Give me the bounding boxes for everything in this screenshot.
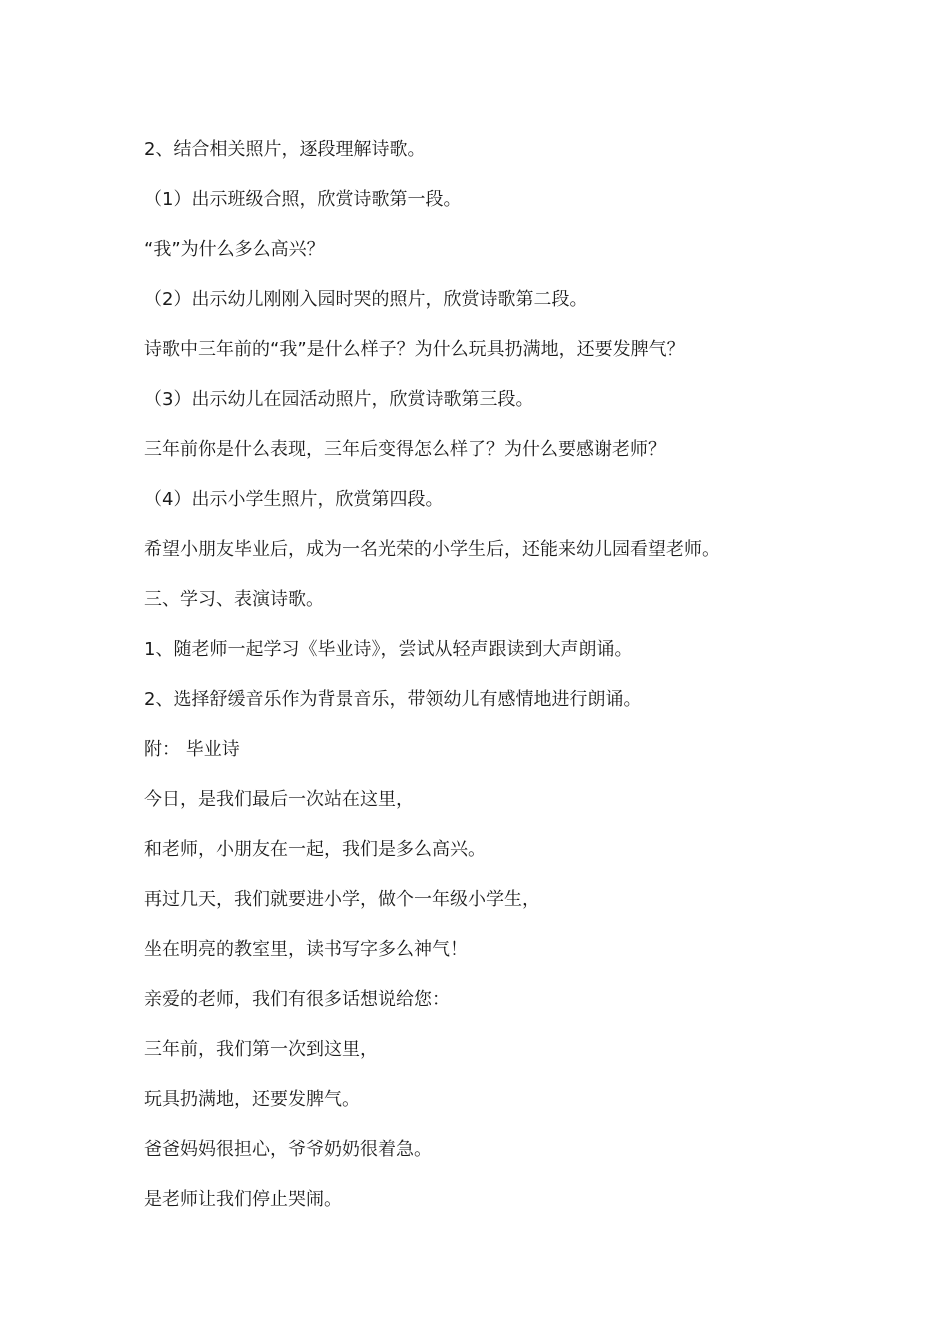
paragraph-line: 三年前你是什么表现，三年后变得怎么样了？为什么要感谢老师？ <box>144 439 666 460</box>
poem-line: 爸爸妈妈很担心，爷爷奶奶很着急。 <box>144 1139 432 1160</box>
document-body <box>144 132 844 1232</box>
paragraph-line: 2、选择舒缓音乐作为背景音乐，带领幼儿有感情地进行朗诵。 <box>144 689 642 710</box>
paragraph-line: 希望小朋友毕业后，成为一名光荣的小学生后，还能来幼儿园看望老师。 <box>144 539 720 560</box>
poem-line: 再过几天，我们就要进小学，做个一年级小学生， <box>144 889 540 910</box>
paragraph-line: 1、随老师一起学习《毕业诗》，尝试从轻声跟读到大声朗诵。 <box>144 639 633 660</box>
paragraph-line: （3）出示幼儿在园活动照片，欣赏诗歌第三段。 <box>144 389 534 410</box>
poem-line: 三年前，我们第一次到这里， <box>144 1039 378 1060</box>
section-heading: 三、学习、表演诗歌。 <box>144 589 324 610</box>
poem-line: 和老师，小朋友在一起，我们是多么高兴。 <box>144 839 486 860</box>
poem-line: 玩具扔满地，还要发脾气。 <box>144 1089 360 1110</box>
paragraph-line: “我”为什么多么高兴？ <box>144 239 325 260</box>
poem-line: 亲爱的老师，我们有很多话想说给您： <box>144 989 450 1010</box>
step-heading: 2、结合相关照片，逐段理解诗歌。 <box>144 139 426 160</box>
appendix-title: 附： 毕业诗 <box>144 739 240 760</box>
poem-line: 是老师让我们停止哭闹。 <box>144 1189 342 1210</box>
paragraph-line: （2）出示幼儿刚刚入园时哭的照片，欣赏诗歌第二段。 <box>144 289 588 310</box>
poem-line: 今日，是我们最后一次站在这里， <box>144 789 414 810</box>
paragraph-line: （4）出示小学生照片，欣赏第四段。 <box>144 489 444 510</box>
poem-line: 坐在明亮的教室里，读书写字多么神气！ <box>144 939 468 960</box>
paragraph-line: 诗歌中三年前的“我”是什么样子？为什么玩具扔满地，还要发脾气？ <box>144 339 685 360</box>
paragraph-line: （1）出示班级合照，欣赏诗歌第一段。 <box>144 189 462 210</box>
